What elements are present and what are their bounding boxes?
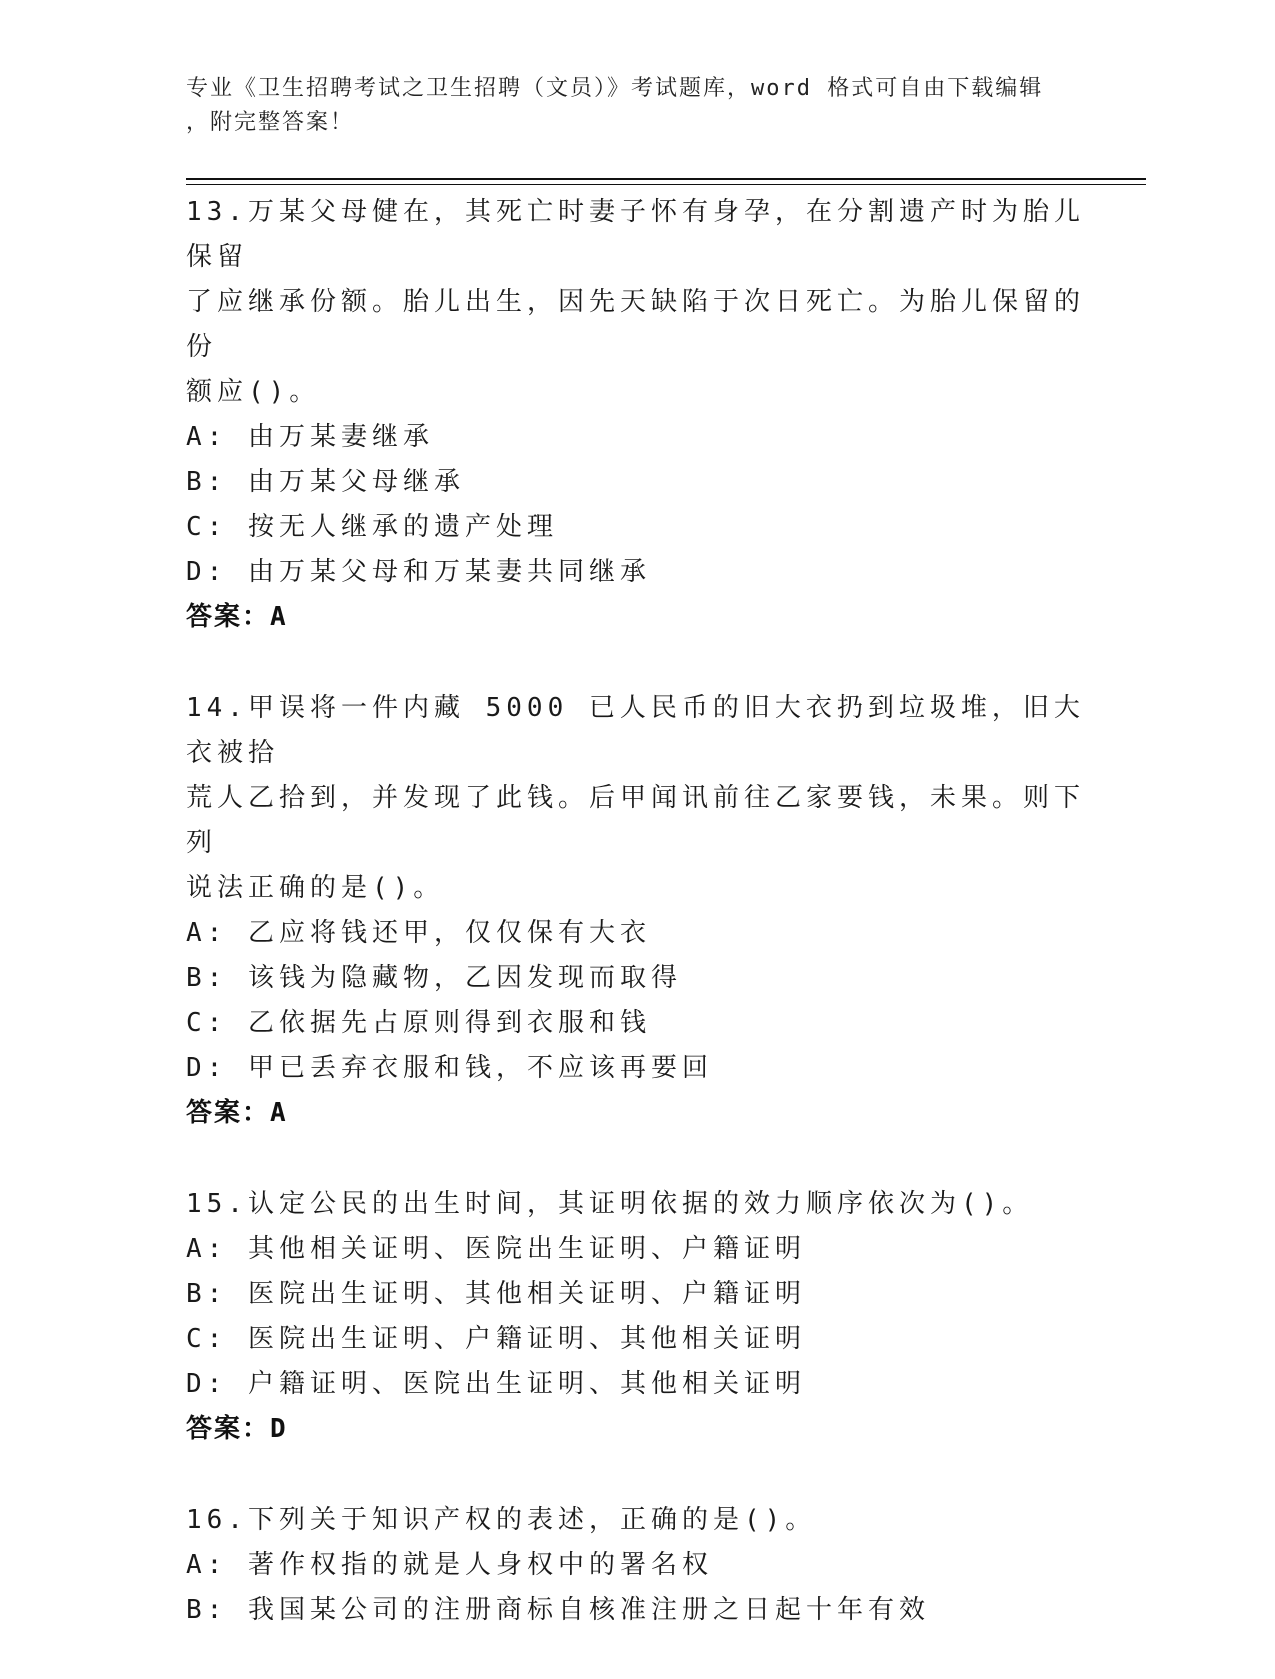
header-divider-thick: [186, 178, 1146, 180]
option-b: B: 由万某父母继承: [186, 467, 465, 497]
answer-label: 答案：D: [186, 1414, 288, 1444]
answer-label: 答案：A: [186, 602, 288, 632]
option-d: D: 户籍证明、医院出生证明、其他相关证明: [186, 1369, 806, 1399]
header-line-2: ，附完整答案！: [186, 110, 355, 135]
question-stem-line: 15.认定公民的出生时间，其证明依据的效力顺序依次为()。: [186, 1189, 1034, 1219]
question-16: [186, 1498, 1086, 1633]
question-stem-line: 额应()。: [186, 377, 321, 407]
question-14: [186, 686, 1086, 1136]
document-header: [186, 72, 1066, 140]
option-a: A: 乙应将钱还甲，仅仅保有大衣: [186, 918, 651, 948]
option-c: C: 医院出生证明、户籍证明、其他相关证明: [186, 1324, 806, 1354]
header-divider-thin: [186, 184, 1146, 185]
option-b: B: 该钱为隐藏物，乙因发现而取得: [186, 963, 682, 993]
question-stem-line: 14.甲误将一件内藏 5000 已人民币的旧大衣扔到垃圾堆，旧大衣被拾: [186, 693, 1085, 768]
question-stem-line: 说法正确的是()。: [186, 873, 445, 903]
answer-label: 答案：A: [186, 1098, 288, 1128]
option-d: D: 甲已丢弃衣服和钱，不应该再要回: [186, 1053, 713, 1083]
option-d: D: 由万某父母和万某妻共同继承: [186, 557, 651, 587]
question-stem-line: 16.下列关于知识产权的表述，正确的是()。: [186, 1505, 817, 1535]
option-a: A: 由万某妻继承: [186, 422, 434, 452]
question-stem-line: 了应继承份额。胎儿出生，因先天缺陷于次日死亡。为胎儿保留的份: [186, 287, 1086, 362]
option-a: A: 著作权指的就是人身权中的署名权: [186, 1550, 713, 1580]
question-13: [186, 190, 1086, 640]
question-stem-line: 荒人乙拾到，并发现了此钱。后甲闻讯前往乙家要钱，未果。则下列: [186, 783, 1086, 858]
option-c: C: 乙依据先占原则得到衣服和钱: [186, 1008, 651, 1038]
header-line-1: 专业《卫生招聘考试之卫生招聘（文员）》考试题库，word 格式可自由下载编辑: [186, 76, 1044, 101]
option-c: C: 按无人继承的遗产处理: [186, 512, 558, 542]
option-b: B: 医院出生证明、其他相关证明、户籍证明: [186, 1279, 806, 1309]
question-stem-line: 13.万某父母健在，其死亡时妻子怀有身孕，在分割遗产时为胎儿保留: [186, 197, 1085, 272]
option-b: B: 我国某公司的注册商标自核准注册之日起十年有效: [186, 1595, 930, 1625]
option-a: A: 其他相关证明、医院出生证明、户籍证明: [186, 1234, 806, 1264]
question-15: [186, 1182, 1086, 1452]
question-list: [186, 190, 1086, 1679]
